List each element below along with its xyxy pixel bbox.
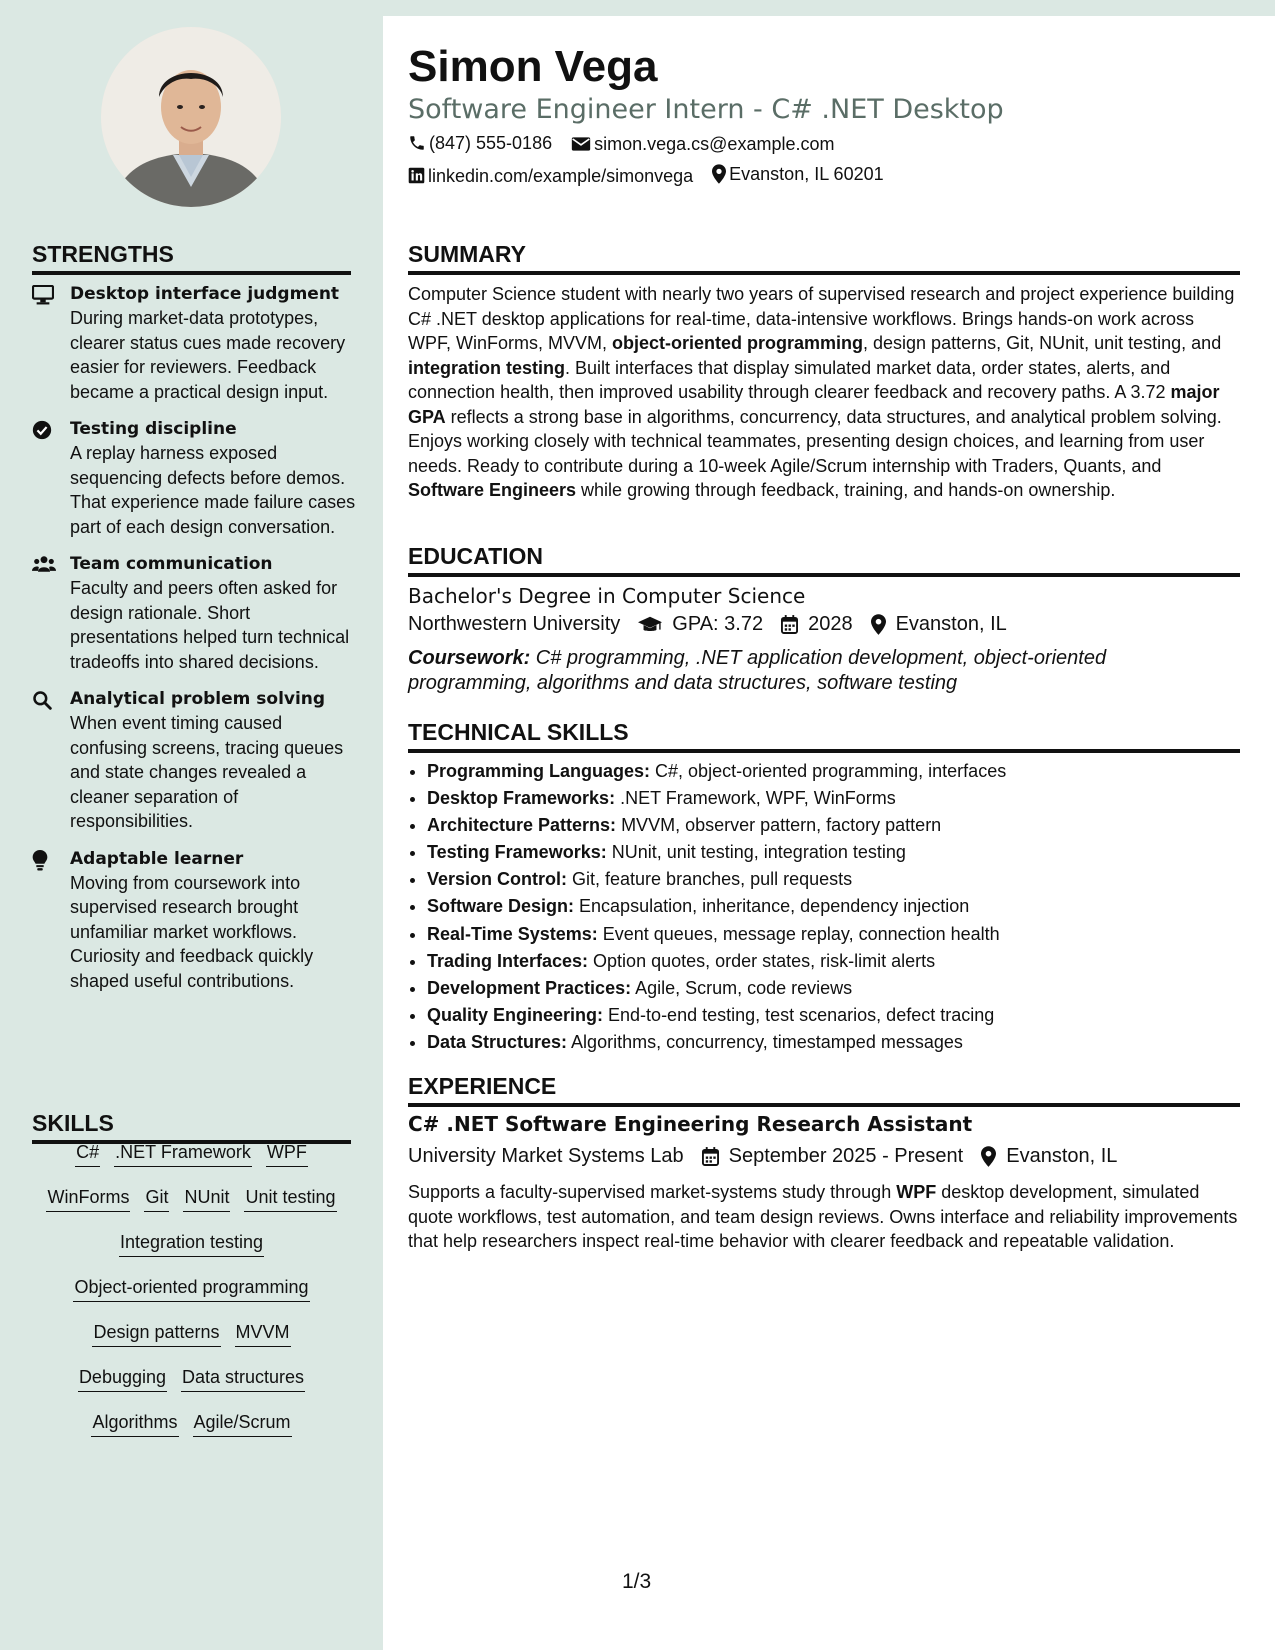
edu-location-text: Evanston, IL xyxy=(895,613,1007,635)
technical-skill-value: NUnit, unit testing, integration testing xyxy=(606,842,906,863)
job-meta xyxy=(408,1145,1135,1168)
page-number: 1/3 xyxy=(622,1570,652,1593)
location-item xyxy=(712,162,883,186)
strengths-list xyxy=(32,282,357,1006)
map-pin-icon xyxy=(871,614,886,635)
strength-description: Faculty and peers often asked for design rationale. Short presentations helped turn technical tradeoffs into shared decisions. xyxy=(70,578,350,672)
linkedin-text: linkedin.com/example/simonvega xyxy=(428,165,694,186)
summary-text xyxy=(408,282,1240,503)
strength-description: When event timing caused confusing screens, tracing queues and state changes revealed a cleaner separation of responsibilities. xyxy=(70,713,344,831)
job-description xyxy=(408,1180,1240,1254)
strength-title: Testing discipline xyxy=(70,419,237,439)
calendar-icon xyxy=(781,615,798,634)
email-item[interactable] xyxy=(571,132,834,156)
skill-chip: .NET Framework xyxy=(114,1140,252,1167)
dates-text: September 2025 - Present xyxy=(728,1145,964,1167)
experience-heading: EXPERIENCE xyxy=(408,1073,1240,1107)
top-band xyxy=(383,0,1275,16)
summary-segment: while growing through feedback, training, and hands-on ownership. xyxy=(576,480,1116,500)
check-circle-icon xyxy=(32,420,54,440)
technical-skill-item xyxy=(427,921,1259,948)
skill-row xyxy=(32,1185,351,1230)
job-desc-segment: Supports a faculty-supervised market-systems study through xyxy=(408,1182,897,1202)
users-icon xyxy=(32,555,54,575)
strength-item xyxy=(32,687,357,834)
org-text: University Market Systems Lab xyxy=(408,1145,684,1167)
strength-item xyxy=(32,552,357,674)
strength-description: Moving from coursework into supervised research brought unfamiliar market workflows. Curiosity and feedback quickly shaped useful contributions. xyxy=(70,872,314,991)
technical-skill-label: Quality Engineering: xyxy=(427,1004,604,1025)
skill-chip: Algorithms xyxy=(91,1410,178,1437)
graduation-cap-icon xyxy=(638,616,662,634)
linkedin-icon xyxy=(408,167,425,184)
technical-skill-label: Version Control: xyxy=(427,869,568,890)
summary-keyword: object-oriented programming xyxy=(612,333,864,353)
org-item xyxy=(408,1145,684,1168)
technical-skill-value: Agile, Scrum, code reviews xyxy=(631,977,853,998)
lightbulb-icon xyxy=(32,850,54,870)
coursework-label: Coursework: xyxy=(408,647,531,669)
degree-title: Bachelor's Degree in Computer Science xyxy=(408,584,806,608)
strength-item xyxy=(32,847,357,994)
edu-location-item xyxy=(871,613,1007,636)
phone-text: (847) 555-0186 xyxy=(429,133,553,153)
technical-skill-item xyxy=(427,758,1259,785)
job-title: C# .NET Software Engineering Research Assistant xyxy=(408,1112,973,1136)
technical-skill-item xyxy=(427,866,1259,893)
contact-line-2 xyxy=(408,162,898,190)
skill-chip: Git xyxy=(144,1185,169,1212)
calendar-icon xyxy=(702,1147,719,1166)
skill-chip: Debugging xyxy=(78,1365,167,1392)
technical-skill-value: Option quotes, order states, risk-limit alerts xyxy=(588,950,936,971)
skill-row xyxy=(32,1410,351,1455)
technical-skill-item xyxy=(427,812,1259,839)
technical-skill-value: Encapsulation, inheritance, dependency injection xyxy=(574,896,970,917)
skill-chip: Design patterns xyxy=(92,1320,220,1347)
summary-heading: SUMMARY xyxy=(408,241,1240,275)
skill-chip: Object-oriented programming xyxy=(73,1275,309,1302)
candidate-name: Simon Vega xyxy=(408,42,658,91)
skill-chip: Agile/Scrum xyxy=(193,1410,292,1437)
technical-skill-label: Data Structures: xyxy=(427,1031,568,1052)
strength-description: During market-data prototypes, clearer status cues made recovery easier for reviewers. Feedback became a practical design input. xyxy=(70,308,346,402)
technical-skill-label: Desktop Frameworks: xyxy=(427,788,616,809)
strength-item xyxy=(32,417,357,539)
technical-skill-item xyxy=(427,893,1259,920)
skill-chip: WinForms xyxy=(46,1185,130,1212)
technical-skill-item xyxy=(427,1002,1259,1029)
education-heading: EDUCATION xyxy=(408,543,1240,577)
technical-skill-label: Architecture Patterns: xyxy=(427,815,617,836)
coursework-text: C# programming, .NET application development, object-oriented programming, algorithms and data structures, software testing xyxy=(408,647,1107,694)
skill-chip: Integration testing xyxy=(119,1230,264,1257)
technical-skill-value: Algorithms, concurrency, timestamped messages xyxy=(567,1031,963,1052)
strengths-heading: STRENGTHS xyxy=(32,241,351,275)
technical-skill-value: Event queues, message replay, connection health xyxy=(597,923,1000,944)
job-desc-segment: desktop development, simulated quote workflows, test automation, and team design reviews. Owns interface and reliability improvements that help researchers inspect real-time behavior with clearer feedback and repeatable validation. xyxy=(408,1182,1238,1251)
skill-row xyxy=(32,1140,351,1185)
monitor-icon xyxy=(32,285,54,305)
summary-segment: Computer Science student with nearly two years of supervised research and project experience building C# .NET desktop applications for real-time, data-intensive workflows. Brings hands-on work across WPF, WinForms, MVVM, xyxy=(408,284,1235,353)
job-location-text: Evanston, IL xyxy=(1006,1145,1118,1167)
technical-skill-label: Development Practices: xyxy=(427,977,632,998)
technical-skill-value: Git, feature branches, pull requests xyxy=(567,869,853,890)
summary-keyword: Software Engineers xyxy=(408,480,577,500)
strength-item xyxy=(32,282,357,404)
strength-description: A replay harness exposed sequencing defects before demos. That experience made failure cases part of each design conversation. xyxy=(70,443,356,537)
technical-skill-label: Programming Languages: xyxy=(427,761,651,781)
skill-chip: Data structures xyxy=(181,1365,305,1392)
summary-keyword: major GPA xyxy=(408,382,1220,427)
technical-skill-value: .NET Framework, WPF, WinForms xyxy=(615,788,896,809)
linkedin-item[interactable] xyxy=(408,164,693,188)
skill-row xyxy=(32,1230,351,1275)
skill-row xyxy=(32,1365,351,1410)
year-text: 2028 xyxy=(808,613,853,635)
skill-row xyxy=(32,1275,351,1320)
map-pin-icon xyxy=(981,1146,996,1167)
strength-title: Desktop interface judgment xyxy=(70,284,340,304)
strength-title: Team communication xyxy=(70,554,273,574)
year-item xyxy=(781,613,853,636)
skills-chips xyxy=(32,1140,351,1455)
job-location-item xyxy=(981,1145,1117,1168)
skill-chip: WPF xyxy=(266,1140,308,1167)
skill-chip: MVVM xyxy=(235,1320,291,1347)
strength-title: Adaptable learner xyxy=(70,848,244,869)
phone-icon xyxy=(408,134,426,152)
technical-skill-item xyxy=(427,785,1259,812)
candidate-headline: Software Engineer Intern - C# .NET Desktop xyxy=(408,94,1004,125)
technical-skills-heading: TECHNICAL SKILLS xyxy=(408,719,1240,753)
gpa-text: GPA: 3.72 xyxy=(672,613,764,635)
technical-skill-label: Testing Frameworks: xyxy=(427,842,607,863)
technical-skill-item xyxy=(427,1029,1259,1056)
phone-item[interactable] xyxy=(408,131,552,155)
profile-photo xyxy=(101,27,281,207)
technical-skill-label: Real-Time Systems: xyxy=(427,923,598,944)
map-pin-icon xyxy=(712,164,726,184)
skill-chip: Unit testing xyxy=(244,1185,336,1212)
summary-keyword: integration testing xyxy=(408,357,565,378)
summary-segment: . Built interfaces that display simulated market data, order states, alerts, and connection health, then improved usability through clearer feedback and recovery paths. A 3.72 xyxy=(408,357,1171,402)
technical-skill-item xyxy=(427,948,1259,975)
school-name xyxy=(408,613,620,636)
technical-skill-value: C#, object-oriented programming, interfaces xyxy=(650,761,1007,781)
contact-line-1 xyxy=(408,131,848,158)
technical-skill-item xyxy=(427,975,1259,1002)
technical-skill-value: MVVM, observer pattern, factory pattern xyxy=(616,815,942,836)
school-text: Northwestern University xyxy=(408,613,621,635)
coursework xyxy=(408,646,1128,695)
skill-chip: C# xyxy=(75,1140,100,1167)
education-meta xyxy=(408,613,1025,636)
location-text: Evanston, IL 60201 xyxy=(729,164,884,184)
technical-skill-label: Trading Interfaces: xyxy=(427,950,589,971)
search-icon xyxy=(32,690,54,710)
skill-row xyxy=(32,1320,351,1365)
skills-heading: SKILLS xyxy=(32,1110,351,1144)
summary-segment: , design patterns, Git, NUnit, unit testing, and xyxy=(863,333,1222,353)
strength-title: Analytical problem solving xyxy=(70,689,326,709)
gpa-item xyxy=(638,613,763,636)
skill-chip: NUnit xyxy=(183,1185,230,1212)
technical-skill-label: Software Design: xyxy=(427,896,575,917)
summary-segment: reflects a strong base in algorithms, concurrency, data structures, and analytical problem solving. Enjoys working closely with technical teammates, presenting design choices, and learning from user needs. Ready to contribute during a 10-week Agile/Scrum internship with Traders, Quants, and xyxy=(408,406,1222,476)
email-text: simon.vega.cs@example.com xyxy=(594,134,835,154)
technical-skills-list xyxy=(408,758,1259,1056)
technical-skill-value: End-to-end testing, test scenarios, defect tracing xyxy=(603,1004,995,1025)
job-desc-keyword: WPF xyxy=(896,1182,937,1202)
technical-skill-item xyxy=(427,839,1259,866)
dates-item xyxy=(702,1145,964,1168)
envelope-icon xyxy=(571,136,591,152)
